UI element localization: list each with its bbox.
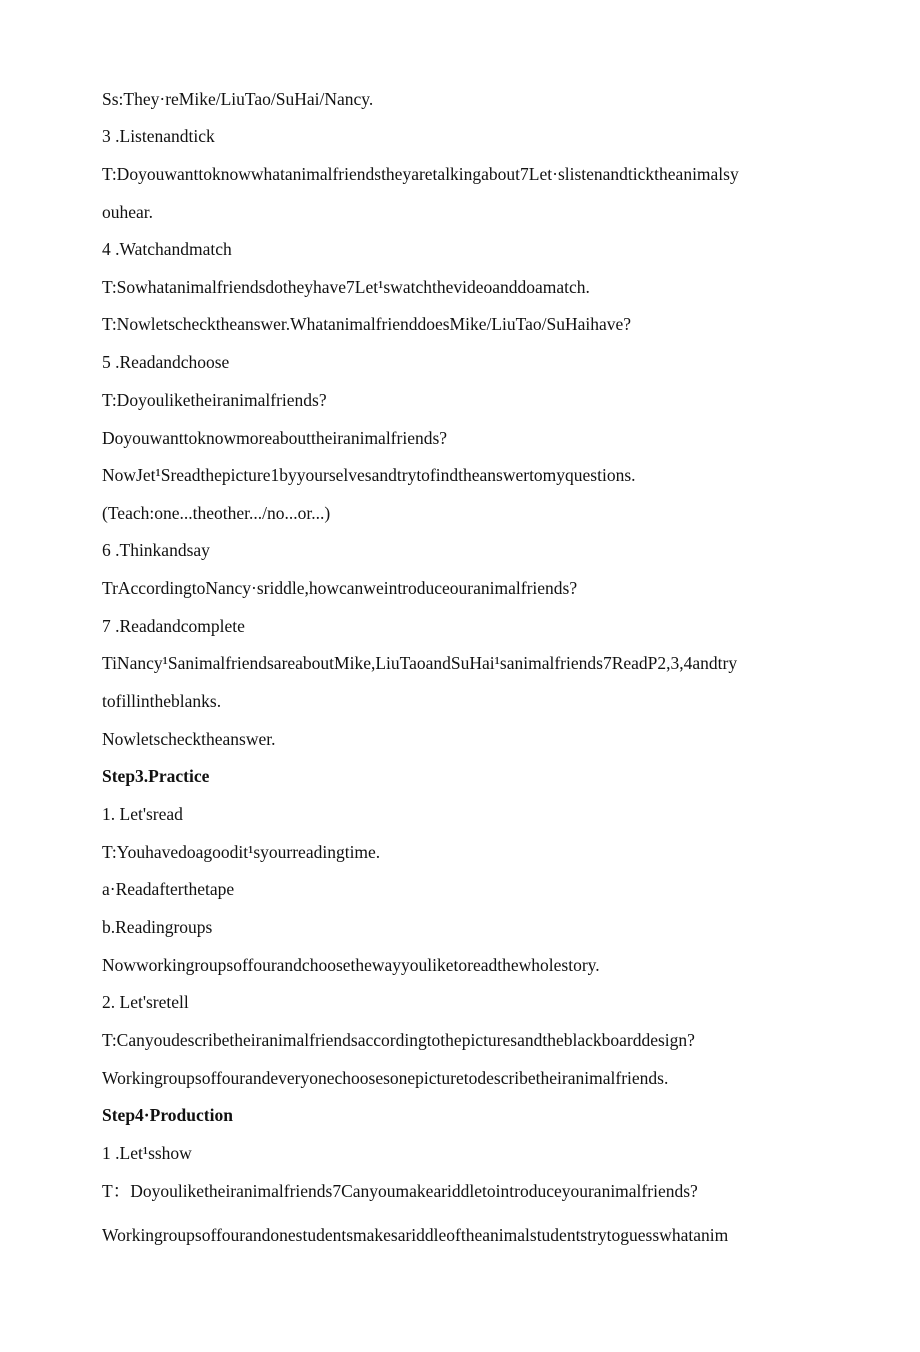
- text-line: Nowletschecktheanswer.: [102, 729, 276, 749]
- text-line: 2. Let'sretell: [102, 992, 189, 1012]
- text-line: T:Doyouwanttoknowwhatanimalfriendstheyaretalkingabout7Let·slistenandticktheanimalsy: [102, 164, 739, 184]
- text-line: tofillintheblanks.: [102, 691, 222, 711]
- section-heading: Step4·Production: [102, 1105, 233, 1125]
- text-line: 7 .Readandcomplete: [102, 616, 245, 636]
- text-line: Ss:They·reMike/LiuTao/SuHai/Nancy.: [102, 89, 374, 109]
- text-line: 1 .Let¹sshow: [102, 1143, 192, 1163]
- text-line: 6 .Thinkandsay: [102, 540, 210, 560]
- text-line: (Teach:one...theother.../no...or...): [102, 503, 331, 523]
- text-line: Workingroupsoffourandeveryonechoosesonepicturetodescribetheiranimalfriends.: [102, 1068, 669, 1088]
- text-line: a·Readafterthetape: [102, 879, 235, 899]
- text-line: T:Youhavedoagoodit¹syourreadingtime.: [102, 842, 381, 862]
- text-line: NowJet¹Sreadthepicture1byyourselvesandtrytofindtheanswertomyquestions.: [102, 465, 636, 485]
- text-line: ouhear.: [102, 202, 154, 222]
- text-line: 3 .Listenandtick: [102, 126, 215, 146]
- text-line: TrAccordingtoNancy·sriddle,howcanweintroduceouranimalfriends?: [102, 578, 578, 598]
- text-line: T:Sowhatanimalfriendsdotheyhave7Let¹swatchthevideoanddoamatch.: [102, 277, 590, 297]
- text-line: T:Nowletschecktheanswer.WhatanimalfrienddoesMike/LiuTao/SuHaihave?: [102, 314, 632, 334]
- text-line: T：Doyouliketheiranimalfriends7Canyoumakeariddletointroduceyouranimalfriends?: [102, 1181, 698, 1201]
- text-line: Workingroupsoffourandonestudentsmakesariddleoftheanimalstudentstrytoguesswhatanim: [102, 1225, 729, 1245]
- section-heading: Step3.Practice: [102, 766, 210, 786]
- text-line: 4 .Watchandmatch: [102, 239, 232, 259]
- text-line: 5 .Readandchoose: [102, 352, 230, 372]
- text-line: 1. Let'sread: [102, 804, 183, 824]
- text-line: b.Readingroups: [102, 917, 213, 937]
- text-line: T:Doyouliketheiranimalfriends?: [102, 390, 327, 410]
- text-line: Nowworkingroupsoffourandchoosethewayyouliketoreadthewholestory.: [102, 955, 600, 975]
- text-line: Doyouwanttoknowmoreabouttheiranimalfriends?: [102, 428, 448, 448]
- text-line: T:Canyoudescribetheiranimalfriendsaccordingtothepicturesandtheblackboarddesign?: [102, 1030, 695, 1050]
- text-line: TiNancy¹SanimalfriendsareaboutMike,LiuTaoandSuHai¹sanimalfriends7ReadP2,3,4andtry: [102, 653, 738, 673]
